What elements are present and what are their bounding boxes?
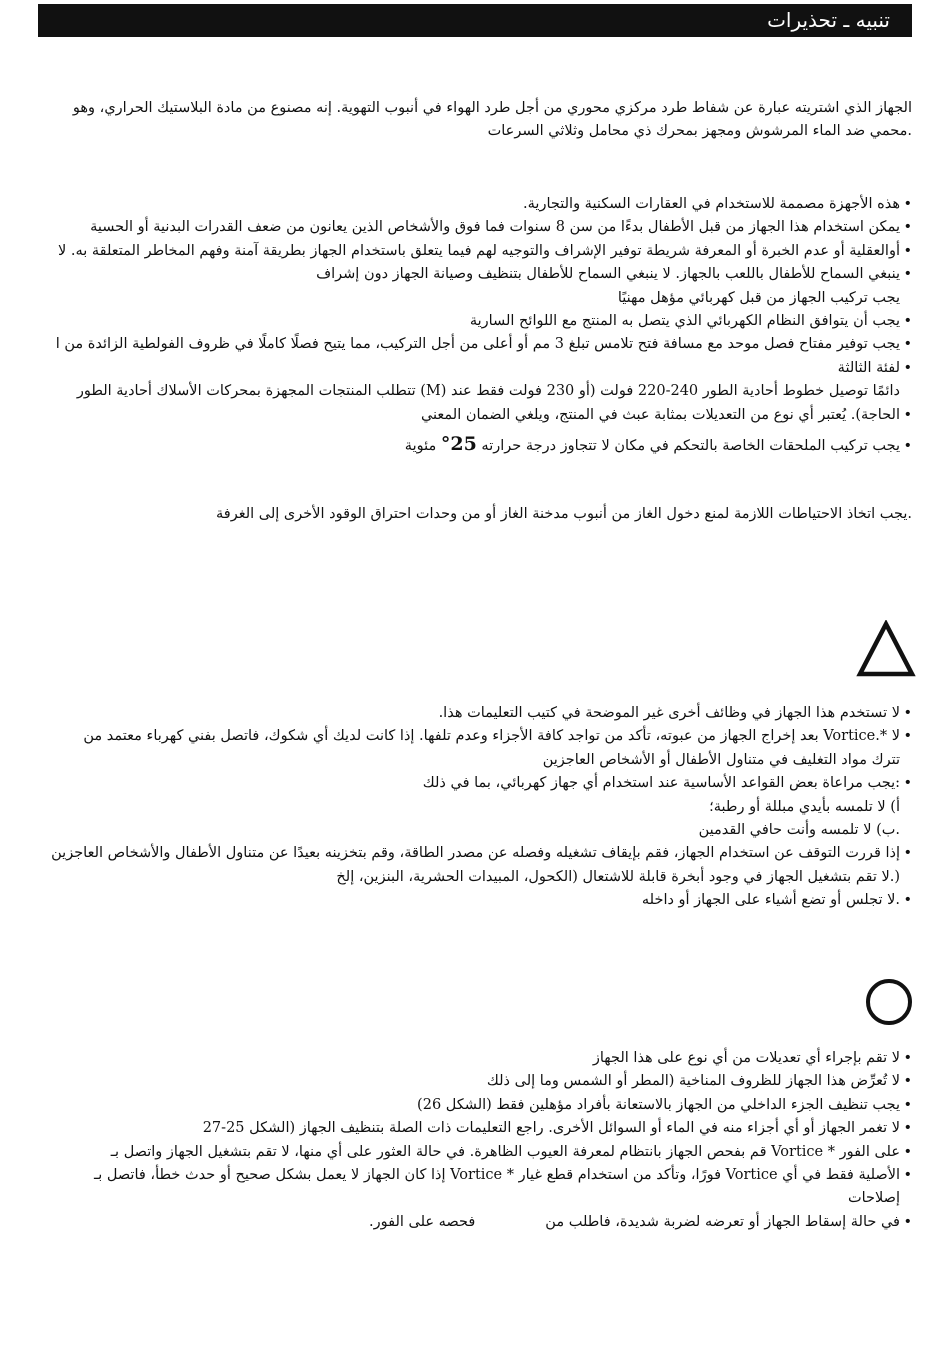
temperature-unit: مئوية	[404, 438, 437, 455]
prohibitions-list	[32, 1047, 912, 1234]
list-item: • على الفور * Vortice قم بفحص الجهاز بانتظام لمعرفة العيوب الظاهرة. في حالة العثور على أي منها، لا تقم بتشغيل الجهاز واتصل بـ	[32, 1141, 912, 1164]
list-item: • ينبغي السماح للأطفال باللعب بالجهاز. لا ينبغي السماح للأطفال بتنظيف وصيانة الجهاز دون إشراف	[32, 263, 912, 286]
list-item: • الحاجة). يُعتبر أي نوع من التعديلات بمثابة عبث في المنتج، ويلغي الضمان المعني	[32, 404, 912, 427]
list-item-continuation: إصلاحات	[847, 1190, 900, 1207]
list-item: • الأصلية فقط في أي Vortice فورًا، وتأكد من استخدام قطع غيار * Vortice إذا كان الجهاز لا يعمل بشكل صحيح أو حدث خطأ، فاتصل بـ	[32, 1164, 912, 1187]
list-item-continuation: أ) لا تلمسه بأيدي مبللة أو رطبة؛	[709, 798, 900, 815]
intro-line: .محمي ضد الماء المرشوش ومجهز بمحرك ذي محامل وثلاثي السرعات	[487, 123, 912, 140]
list-item: • .لا تجلس أو تضع أشياء على الجهاز أو داخله	[32, 889, 912, 912]
list-item: • لا تُعرِّض هذا الجهاز للظروف المناخية (المطر أو الشمس وما إلى ذلك	[32, 1070, 912, 1093]
list-item: • إذا قررت التوقف عن استخدام الجهاز، فقم بإيقاف تشغيله وفصله عن مصدر الطاقة، وقم بتخزينه بعيدًا عن متناول الأطفال والأشخاص العاجزين	[32, 842, 912, 865]
header-bar	[38, 4, 912, 37]
gas-line: .يجب اتخاذ الاحتياطات اللازمة لمنع دخول الغاز من أنبوب مدخنة الغاز أو من وحدات احتراق الوقود الأخرى إلى الغرفة	[216, 506, 912, 522]
list-item: • لا *.Vortice بعد إخراج الجهاز من عبوته، تأكد من تواجد كافة الأجزاء وعدم تلفها. إذا كانت لديك أي شكوك، فاتصل بفني كهرباء معتمد من	[32, 725, 912, 748]
intro-line: الجهاز الذي اشتريته عبارة عن شفاط طرد مركزي محوري من أجل طرد الهواء في أنبوب التهوية. إنه مصنوع من مادة البلاستيك الحراري، وهو	[72, 100, 912, 116]
list-item	[32, 1211, 912, 1234]
intro-paragraph	[32, 97, 912, 144]
list-item: • لا تقم بإجراء أي تعديلات من أي نوع على هذا الجهاز	[32, 1047, 912, 1070]
list-item: • لا تستخدم هذا الجهاز في وظائف أخرى غير الموضحة في كتيب التعليمات هذا.	[32, 702, 912, 725]
list-item: • يجب تنظيف الجزء الداخلي من الجهاز بالاستعانة بأفراد مؤهلين فقط (الشكل 26)	[32, 1094, 912, 1117]
list-item: • يجب توفير مفتاح فصل موحد مع مسافة فتح تلامس تبلغ 3 مم أو أعلى من أجل التركيب، مما يتيح فصلًا كاملًا في ظروف الفولطية الزائدة من ا	[32, 333, 912, 356]
list-item: • يمكن استخدام هذا الجهاز من قبل الأطفال بدءًا من سن 8 سنوات فما فوق والأشخاص الذين يعانون من ضعف القدرات البدنية أو الحسية	[32, 216, 912, 239]
circle-icon	[865, 978, 913, 1026]
temperature-text: يجب تركيب الملحقات الخاصة بالتحكم في مكان لا تتجاوز درجة حرارته	[481, 438, 900, 455]
temperature-value: 25°	[440, 433, 477, 456]
list-item-continuation: تترك مواد التغليف في متناول الأطفال أو الأشخاص العاجزين	[542, 751, 900, 768]
gas-paragraph	[32, 503, 912, 526]
warnings-list	[32, 702, 912, 913]
list-item-continuation: يجب تركيب الجهاز من قبل كهربائي مؤهل مهنيًا	[617, 289, 900, 306]
list-item: • يجب أن يتوافق النظام الكهربائي الذي يتصل به المنتج مع اللوائح السارية	[32, 310, 912, 333]
page-title: تنبيه ـ تحذيرات	[767, 8, 890, 32]
list-item: • لا تغمر الجهاز أو أي أجزاء منه في الماء أو السوائل الأخرى. راجع التعليمات ذات الصلة بتنظيف الجهاز (الشكل 25-27	[32, 1117, 912, 1140]
list-item	[32, 433, 912, 458]
list-item: • هذه الأجهزة مصممة للاستخدام في العقارات السكنية والتجارية.	[32, 193, 912, 216]
list-item-continuation: .ب) لا تلمسه وأنت حافي القدمين	[698, 822, 900, 839]
list-item: • :يجب مراعاة بعض القواعد الأساسية عند استخدام أي جهاز كهربائي، بما في ذلك	[32, 772, 912, 795]
drop-warning-tail: فحصه على الفور.	[369, 1213, 476, 1230]
general-safety-list	[32, 193, 912, 458]
list-item: • لفئة الثالثة	[32, 357, 912, 380]
drop-warning-text: في حالة إسقاط الجهاز أو تعرضه لضربة شديدة، فاطلب من	[545, 1213, 900, 1230]
list-item-continuation: (.لا تقم بتشغيل الجهاز في وجود أبخرة قابلة للاشتعال (الكحول، المبيدات الحشرية، البنزين، إلخ	[336, 868, 900, 885]
list-item: • أوالعقلية أو عدم الخبرة أو المعرفة شريطة توفير الإشراف والتوجيه لهم فيما يتعلق باستخدام الجهاز بطريقة آمنة وفهم المخاطر المتعلقة به. لا	[32, 240, 912, 263]
warning-triangle-icon	[856, 620, 916, 678]
list-item-continuation: دائمًا توصيل خطوط أحادية الطور 240-220 فولت (أو 230 فولت فقط عند (M) تتطلب المنتجات المجهزة بمحركات الأسلاك أحادية الطور	[76, 383, 900, 400]
